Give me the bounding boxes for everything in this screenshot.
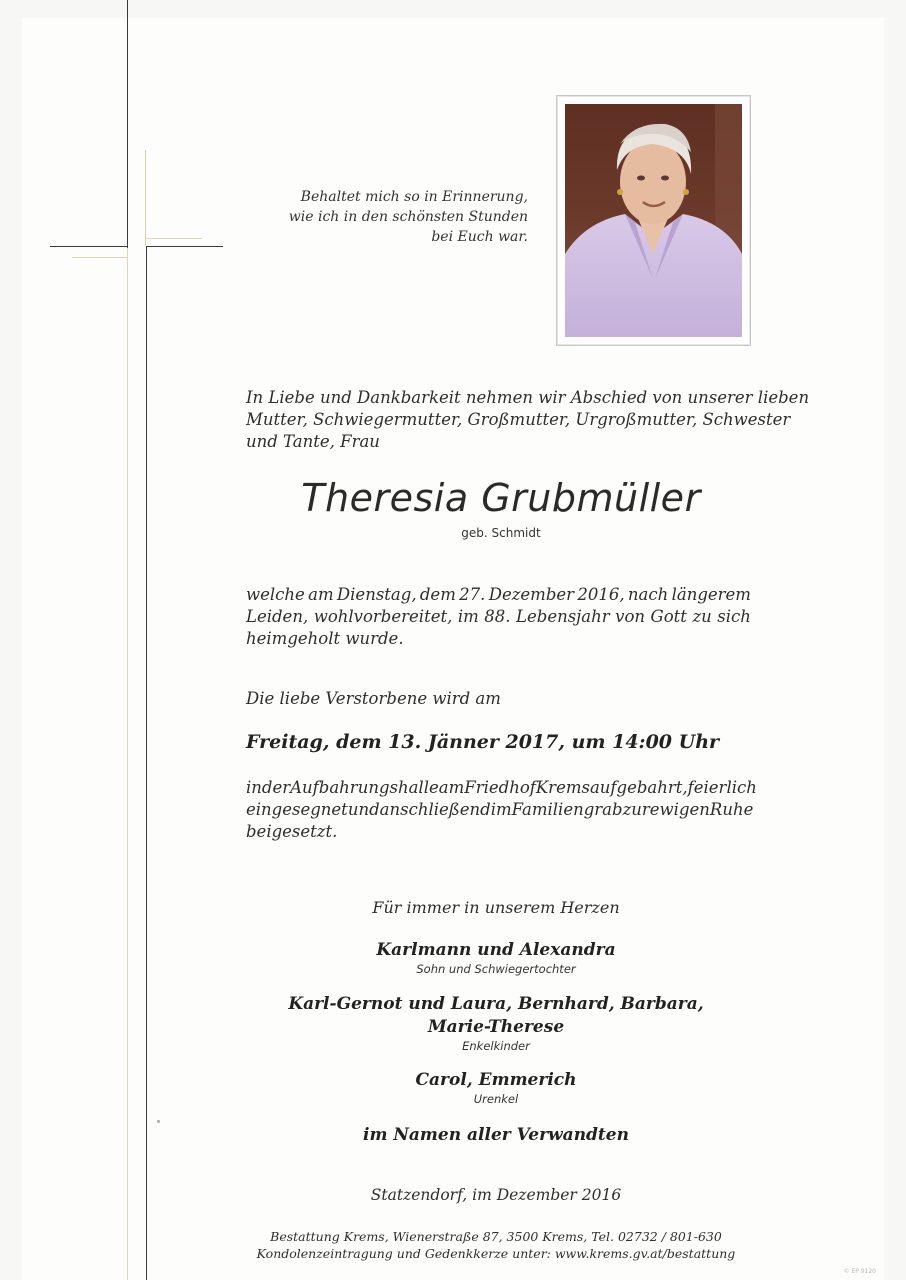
word: Familiengrab xyxy=(511,800,623,819)
word: der xyxy=(261,778,291,797)
death-line-1 xyxy=(246,584,751,606)
cross-line-horizontal-left xyxy=(50,246,128,247)
motto-line: Behaltet mich so in Erinnerung, xyxy=(300,189,528,205)
word: 88. xyxy=(484,607,511,626)
condolence-info: Kondolenzeintragung und Gedenkkerze unter: www.krems.gv.at/bestattung xyxy=(256,1246,736,1261)
intro-line: und Tante, Frau xyxy=(246,432,380,451)
word: Krems xyxy=(535,778,590,797)
intro-line: Mutter, Schwiegermutter, Großmutter, Urgroßmutter, Schwester xyxy=(246,410,791,429)
word: und xyxy=(347,800,380,819)
word: von xyxy=(615,607,646,626)
intro-line: In Liebe und Dankbarkeit nehmen wir Abschied von unserer lieben xyxy=(246,388,810,407)
word: ewigen xyxy=(649,800,710,819)
mourner-relation: Sohn und Schwiegertochter xyxy=(416,962,576,976)
word: feierlich xyxy=(687,778,757,797)
mourner-names: Marie-Therese xyxy=(427,1017,565,1037)
word: Dienstag, xyxy=(336,585,417,604)
paper-speck xyxy=(157,1120,160,1123)
word: in xyxy=(246,778,262,797)
burial-line-3: beigesetzt. xyxy=(246,822,338,841)
mourner-names: Karl-Gernot und Laura, Bernhard, Barbara, xyxy=(288,994,704,1014)
word: Dezember xyxy=(488,585,575,604)
mourner-names: Carol, Emmerich xyxy=(415,1070,577,1090)
word: am xyxy=(308,585,334,604)
burial-notice xyxy=(246,777,757,843)
word: Friedhof xyxy=(464,778,536,797)
cross-gold-horizontal-left xyxy=(72,257,128,258)
word: Lebensjahr xyxy=(516,607,610,626)
word: zur xyxy=(622,800,650,819)
deceased-name: Theresia Grubmüller xyxy=(301,476,701,520)
word: Gott xyxy=(650,607,687,626)
mourner-relation: Urenkel xyxy=(473,1092,519,1106)
word: aufgebahrt, xyxy=(589,778,688,797)
motto-line: bei Euch war. xyxy=(431,229,528,245)
word: Ruhe xyxy=(709,800,754,819)
portrait-photo xyxy=(565,104,742,337)
cross-line-vertical-top xyxy=(127,0,128,248)
cross-gold-horizontal-right xyxy=(146,238,202,239)
word: 2016, xyxy=(577,585,625,604)
photo-frame xyxy=(556,95,751,346)
announcement: Die liebe Verstorbene wird am xyxy=(246,689,501,708)
cross-line-vertical-bottom xyxy=(146,246,147,1280)
memorial-motto xyxy=(288,187,528,247)
farewell-intro xyxy=(246,387,810,453)
word: im xyxy=(457,607,479,626)
cross-line-horizontal-right xyxy=(146,246,223,247)
mourner-relation: Enkelkinder xyxy=(462,1039,530,1053)
place-and-date: Statzendorf, im Dezember 2016 xyxy=(370,1186,622,1204)
death-notice xyxy=(246,584,751,650)
forever-line: Für immer in unserem Herzen xyxy=(372,898,620,917)
word: wohlvorbereitet, xyxy=(313,607,453,626)
portrait-illustration xyxy=(565,104,742,337)
burial-line-2 xyxy=(246,799,754,821)
death-line-2 xyxy=(246,606,751,628)
word: anschließend xyxy=(379,800,491,819)
cross-gold-vertical-bottom xyxy=(127,248,128,1280)
all-relatives: im Namen aller Verwandten xyxy=(363,1125,629,1145)
print-code: © EP 9120 xyxy=(843,1268,876,1275)
mourner-names: Karlmann und Alexandra xyxy=(376,940,616,960)
word: im xyxy=(490,800,512,819)
word: am xyxy=(438,778,465,797)
word: zu xyxy=(692,607,712,626)
word: sich xyxy=(717,607,751,626)
word: längerem xyxy=(671,585,751,604)
word: Leiden, xyxy=(246,607,309,626)
motto-line: wie ich in den schönsten Stunden xyxy=(288,209,528,225)
funeral-date: Freitag, dem 13. Jänner 2017, um 14:00 Uhr xyxy=(246,731,720,753)
word: welche xyxy=(246,585,305,604)
funeral-home-address: Bestattung Krems, Wienerstraße 87, 3500 Krems, Tel. 02732 / 801-630 xyxy=(270,1229,722,1244)
maiden-name: geb. Schmidt xyxy=(461,526,541,540)
word: 27. xyxy=(459,585,486,604)
word: nach xyxy=(627,585,669,604)
death-line-3: heimgeholt wurde. xyxy=(246,629,404,648)
cross-gold-vertical-top xyxy=(145,150,146,246)
word: Aufbahrungshalle xyxy=(290,778,439,797)
word: dem xyxy=(419,585,456,604)
word: eingesegnet xyxy=(246,800,348,819)
burial-line-1 xyxy=(246,777,757,799)
